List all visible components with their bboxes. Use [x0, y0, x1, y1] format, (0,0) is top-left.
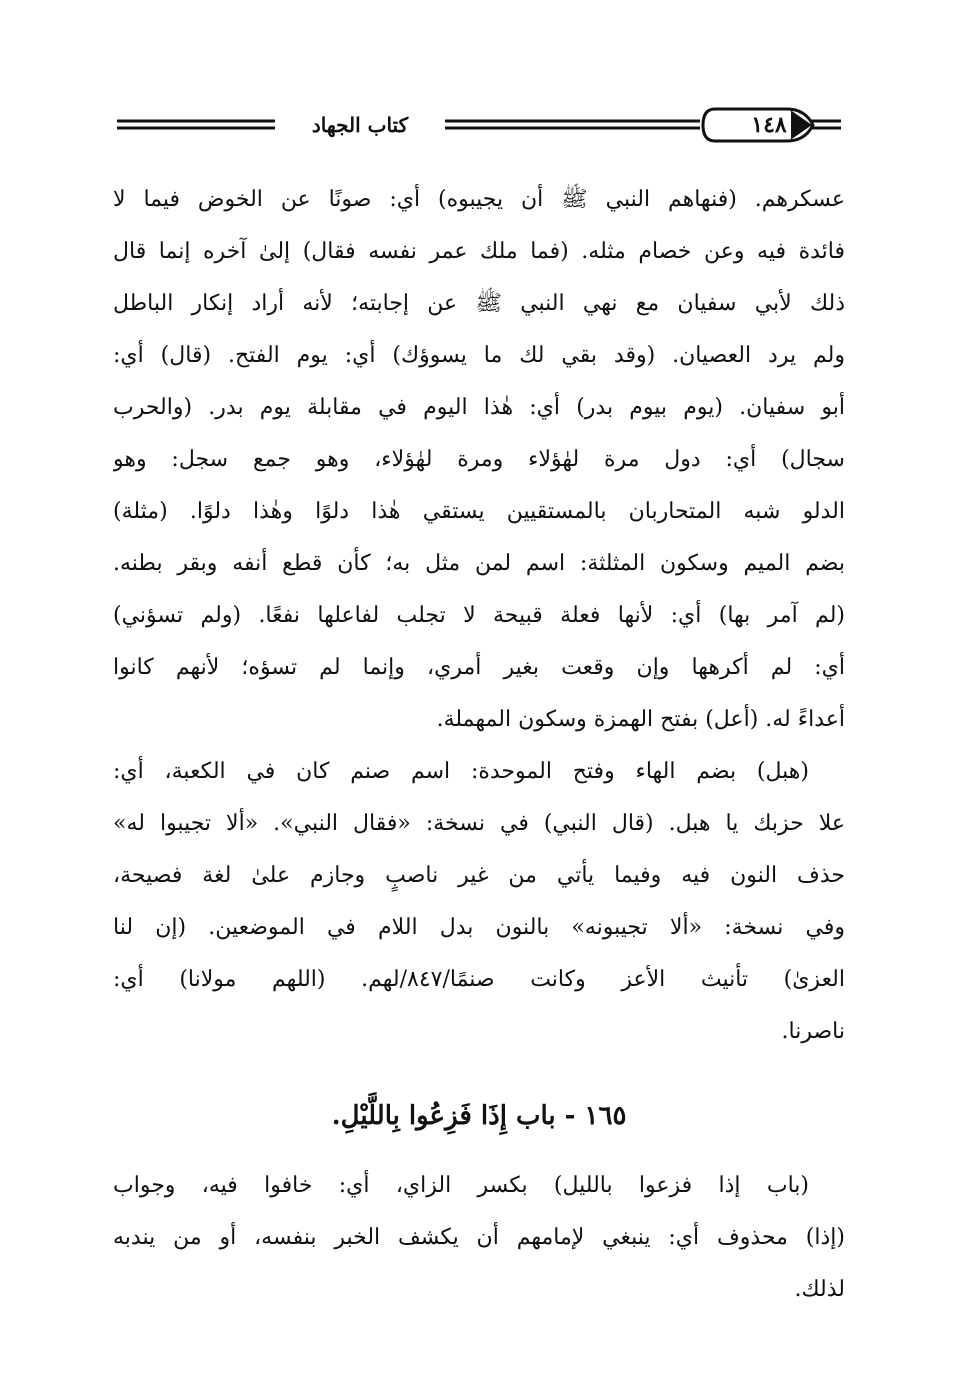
text-line: حذف النون فيه وفيما يأتي من غير ناصبٍ وجازم علىٰ لغة فصيحة، — [113, 863, 845, 888]
text-line: أبو سفيان. (يوم بيوم بدر) أي: هٰذا اليوم في مقابلة يوم بدر. (والحرب — [113, 395, 845, 420]
page-body — [113, 174, 845, 1316]
text-line: (هبل) بضم الهاء وفتح الموحدة: اسم صنم كان في الكعبة، أي: — [113, 759, 809, 784]
text-line: علا حزبك يا هبل. (قال النبي) في نسخة: «فقال النبي». «ألا تجيبوا له» — [113, 811, 845, 836]
paragraph-2 — [113, 746, 845, 1058]
book-title: كتاب الجهاد — [275, 107, 445, 143]
text-line: ولم يرد العصيان. (وقد بقي لك ما يسوؤك) أي: يوم الفتح. (قال) أي: — [113, 343, 845, 368]
text-line: العزىٰ) تأنيث الأعز وكانت صنمًا/٨٤٧/لهم. (اللهم مولانا) أي: — [113, 967, 845, 992]
text-line: (لم آمر بها) أي: لأنها فعلة قبيحة لا تجلب لفاعلها نفعًا. (ولم تسؤني) — [113, 603, 845, 628]
text-line: ذلك لأبي سفيان مع نهي النبي ﷺ عن إجابته؛ لأنه أراد إنكار الباطل — [113, 291, 845, 316]
page-number: ١٤٨ — [751, 112, 787, 138]
section-heading: ١٦٥ - باب إِذَا فَزِعُوا بِاللَّيْلِ. — [331, 1101, 627, 1131]
text-line: وفي نسخة: «ألا تجيبونه» بالنون بدل اللام في الموضعين. (إن لنا — [113, 915, 845, 940]
text-line: (إذا) محذوف أي: ينبغي لإمامهم أن يكشف الخبر بنفسه، أو من يندبه — [113, 1225, 845, 1250]
text-line: أعداءً له. (أعل) بفتح الهمزة وسكون المهملة. — [436, 707, 845, 732]
text-line: بضم الميم وسكون المثلثة: اسم لمن مثل به؛ كأن قطع أنفه وبقر بطنه. — [113, 551, 845, 576]
text-line: فائدة فيه وعن خصام مثله. (فما ملك عمر نفسه فقال) إلىٰ آخره إنما قال — [113, 239, 845, 264]
text-line: (باب إذا فزعوا بالليل) بكسر الزاي، أي: خافوا فيه، وجواب — [113, 1173, 809, 1198]
paragraph-1 — [113, 174, 845, 746]
paragraph-3 — [113, 1160, 845, 1316]
page-header — [115, 103, 843, 147]
text-line: ناصرنا. — [781, 1019, 845, 1044]
text-line: عسكرهم. (فنهاهم النبي ﷺ أن يجيبوه) أي: صونًا عن الخوض فيما لا — [113, 187, 845, 212]
text-line: لذلك. — [794, 1277, 845, 1302]
text-line: أي: لم أكرهها وإن وقعت بغير أمري، وإنما لم تسؤه؛ لأنهم كانوا — [113, 655, 845, 680]
text-line: الدلو شبه المتحاربان بالمستقيين يستقي هٰذا دلوًا وهٰذا دلوًا. (مثلة) — [113, 499, 845, 524]
text-line: سجال) أي: دول مرة لهٰؤلاء ومرة لهٰؤلاء، وهو جمع سجل: وهو — [113, 447, 845, 472]
